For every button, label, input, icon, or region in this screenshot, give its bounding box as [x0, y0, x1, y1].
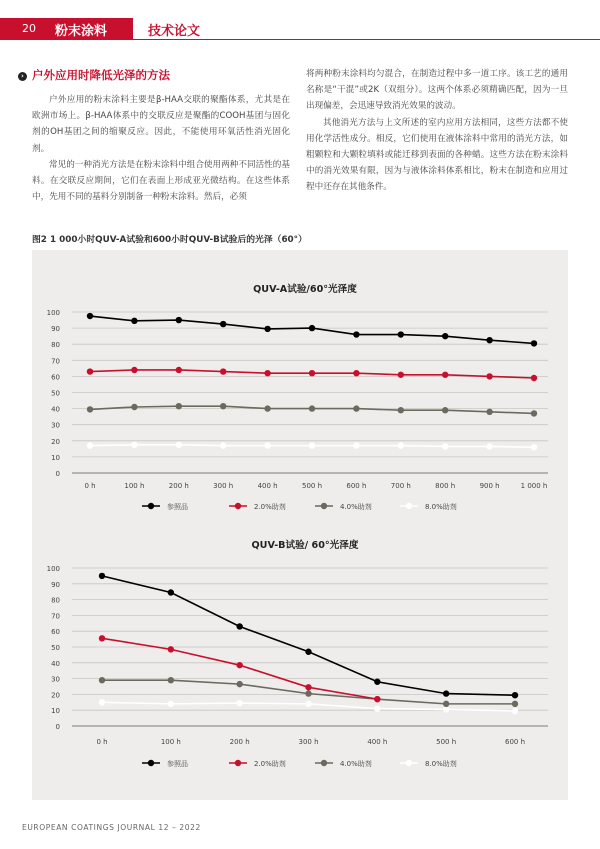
series-line — [102, 576, 515, 695]
legend-swatch-marker — [321, 503, 327, 509]
series-line — [102, 638, 377, 699]
section-heading-text: 户外应用时降低光泽的方法 — [32, 68, 170, 82]
data-point — [486, 337, 492, 343]
y-tick-label: 100 — [46, 565, 60, 573]
y-tick-label: 60 — [51, 628, 60, 637]
data-point — [220, 442, 226, 448]
x-tick-label: 900 h — [479, 482, 500, 490]
data-point — [443, 701, 449, 707]
data-point — [264, 326, 270, 332]
y-tick-label: 70 — [51, 357, 60, 366]
y-tick-label: 0 — [55, 470, 60, 478]
figure-panel — [32, 250, 568, 800]
data-point — [99, 699, 105, 705]
y-tick-label: 20 — [51, 691, 60, 700]
data-point — [99, 635, 105, 641]
y-tick-label: 40 — [51, 659, 60, 668]
data-point — [353, 405, 359, 411]
data-point — [309, 370, 315, 376]
y-tick-label: 90 — [51, 325, 60, 334]
data-point — [531, 444, 537, 450]
y-tick-label: 50 — [51, 389, 60, 398]
data-point — [443, 690, 449, 696]
x-tick-label: 100 h — [160, 738, 181, 746]
figure-caption: 图2 1 000小时QUV-A试验和600小时QUV-B试验后的光泽（60°） — [32, 235, 307, 245]
figure-charts — [32, 250, 568, 800]
legend-label: 2.0%助剂 — [254, 760, 286, 768]
paragraph: 其他消光方法与上文所述的室内应用方法相同，这些方法都不使用化学活性成分。相反，它们使用在液体涂料中常用的消光方法，如粗颗粒和大颗粒填料或能迁移到表面的各种蜡。这些方法在粉末涂料中的消光效果有限，因为与液体涂料体系相比，粉末在制造和应用过程中还存在其他条件。 — [306, 117, 568, 193]
legend-swatch-marker — [235, 503, 241, 509]
data-point — [398, 407, 404, 413]
data-point — [353, 370, 359, 376]
chevron-right-icon: › — [18, 72, 27, 81]
data-point — [236, 623, 242, 629]
data-point — [512, 692, 518, 698]
data-point — [236, 681, 242, 687]
x-tick-label: 200 h — [229, 738, 250, 746]
y-tick-label: 10 — [51, 453, 60, 462]
y-tick-label: 30 — [51, 421, 60, 430]
data-point — [305, 690, 311, 696]
data-point — [442, 372, 448, 378]
data-point — [236, 700, 242, 706]
y-tick-label: 70 — [51, 612, 60, 621]
x-tick-label: 400 h — [367, 738, 388, 746]
y-tick-label: 30 — [51, 675, 60, 684]
data-point — [374, 679, 380, 685]
data-point — [176, 403, 182, 409]
y-tick-label: 80 — [51, 341, 60, 350]
paragraph: 常见的一种消光方法是在粉末涂料中组合使用两种不同活性的基料。在交联反应期间，它们在表面上形成亚光微结构。在这些体系中，先用不同的基料分别制备一种粉末涂料。然后，必须 — [32, 159, 290, 203]
data-point — [87, 368, 93, 374]
data-point — [374, 696, 380, 702]
data-point — [99, 573, 105, 579]
data-point — [443, 706, 449, 712]
y-tick-label: 0 — [55, 723, 60, 731]
paragraph: 将两种粉末涂料均匀混合，在制造过程中多一道工序。该工艺的通用名称是“干混”或2K（双组分）。这两个体系必须精确匹配，因为一旦出现偏差，会迅速导致消光效果的波动。 — [306, 69, 568, 112]
data-point — [176, 367, 182, 373]
legend-label: 8.0%助剂 — [425, 503, 457, 511]
header-rule — [133, 39, 600, 40]
data-point — [531, 410, 537, 416]
legend-label: 2.0%助剂 — [254, 503, 286, 511]
legend-label: 8.0%助剂 — [425, 760, 457, 768]
legend-swatch-marker — [406, 760, 412, 766]
section-heading — [18, 67, 170, 83]
data-point — [398, 331, 404, 337]
data-point — [305, 684, 311, 690]
data-point — [87, 313, 93, 319]
data-point — [398, 372, 404, 378]
legend-swatch-marker — [321, 760, 327, 766]
chart-2 — [47, 539, 548, 768]
legend-swatch-marker — [148, 503, 154, 509]
left-column — [32, 92, 290, 205]
data-point — [353, 442, 359, 448]
y-tick-label: 20 — [51, 437, 60, 446]
data-point — [264, 442, 270, 448]
legend-swatch-marker — [235, 760, 241, 766]
x-tick-label: 1 000 h — [520, 482, 548, 490]
y-tick-label: 10 — [51, 707, 60, 716]
chart-title: QUV-A试验/60°光泽度 — [253, 284, 357, 295]
data-point — [87, 406, 93, 412]
x-tick-label: 500 h — [436, 738, 457, 746]
data-point — [486, 373, 492, 379]
magazine-section: 粉末涂料 — [55, 24, 108, 39]
data-point — [309, 442, 315, 448]
data-point — [168, 589, 174, 595]
chart-1 — [47, 283, 548, 511]
data-point — [531, 375, 537, 381]
data-point — [512, 701, 518, 707]
data-point — [512, 708, 518, 714]
data-point — [374, 705, 380, 711]
legend-label: 参照品 — [167, 760, 188, 768]
data-point — [131, 318, 137, 324]
x-tick-label: 700 h — [390, 482, 411, 490]
x-tick-label: 300 h — [298, 738, 319, 746]
x-tick-label: 500 h — [301, 482, 323, 490]
data-point — [442, 443, 448, 449]
x-tick-label: 200 h — [168, 482, 189, 490]
data-point — [531, 340, 537, 346]
data-point — [168, 677, 174, 683]
data-point — [168, 646, 174, 652]
x-tick-label: 600 h — [504, 738, 526, 746]
y-tick-label: 60 — [51, 373, 60, 382]
page-header — [0, 0, 600, 44]
x-tick-label: 0 h — [96, 738, 108, 746]
paragraph: 户外应用的粉末涂料主要是β-HAA交联的聚酯体系，尤其是在欧洲市场上。β-HAA体系中的交联反应是聚酯的COOH基团与固化剂的OH基团之间的缩聚反应。因此，不能使用环氧活性消光固化剂。 — [32, 95, 290, 154]
data-point — [131, 404, 137, 410]
data-point — [442, 333, 448, 339]
data-point — [176, 317, 182, 323]
x-tick-label: 100 h — [124, 482, 145, 490]
data-point — [220, 368, 226, 374]
right-column — [306, 66, 568, 196]
data-point — [442, 407, 448, 413]
data-point — [486, 443, 492, 449]
data-point — [353, 331, 359, 337]
legend-label: 4.0%助剂 — [340, 760, 372, 768]
data-point — [99, 677, 105, 683]
data-point — [168, 701, 174, 707]
chart-title: QUV-B试验/ 60°光泽度 — [251, 540, 359, 551]
data-point — [176, 442, 182, 448]
legend-label: 4.0%助剂 — [340, 503, 372, 511]
page-number: 20 — [22, 22, 36, 35]
data-point — [264, 405, 270, 411]
x-tick-label: 0 h — [84, 482, 96, 490]
y-tick-label: 80 — [51, 596, 60, 605]
data-point — [220, 321, 226, 327]
data-point — [236, 662, 242, 668]
data-point — [131, 442, 137, 448]
data-point — [305, 701, 311, 707]
data-point — [264, 370, 270, 376]
data-point — [220, 403, 226, 409]
data-point — [309, 325, 315, 331]
data-point — [305, 649, 311, 655]
legend-swatch-marker — [148, 760, 154, 766]
data-point — [309, 405, 315, 411]
data-point — [486, 409, 492, 415]
data-point — [398, 442, 404, 448]
data-point — [131, 367, 137, 373]
y-tick-label: 100 — [46, 309, 60, 317]
y-tick-label: 50 — [51, 644, 60, 652]
data-point — [87, 442, 93, 448]
x-tick-label: 300 h — [213, 482, 234, 490]
x-tick-label: 800 h — [435, 482, 456, 490]
footer-journal: EUROPEAN COATINGS JOURNAL 12 – 2022 — [22, 823, 201, 832]
section-label: 技术论文 — [148, 24, 201, 39]
legend-label: 参照品 — [167, 503, 188, 511]
y-tick-label: 90 — [51, 580, 60, 589]
y-tick-label: 40 — [51, 405, 60, 414]
x-tick-label: 600 h — [346, 482, 367, 490]
legend-swatch-marker — [406, 503, 412, 509]
x-tick-label: 400 h — [257, 482, 278, 490]
